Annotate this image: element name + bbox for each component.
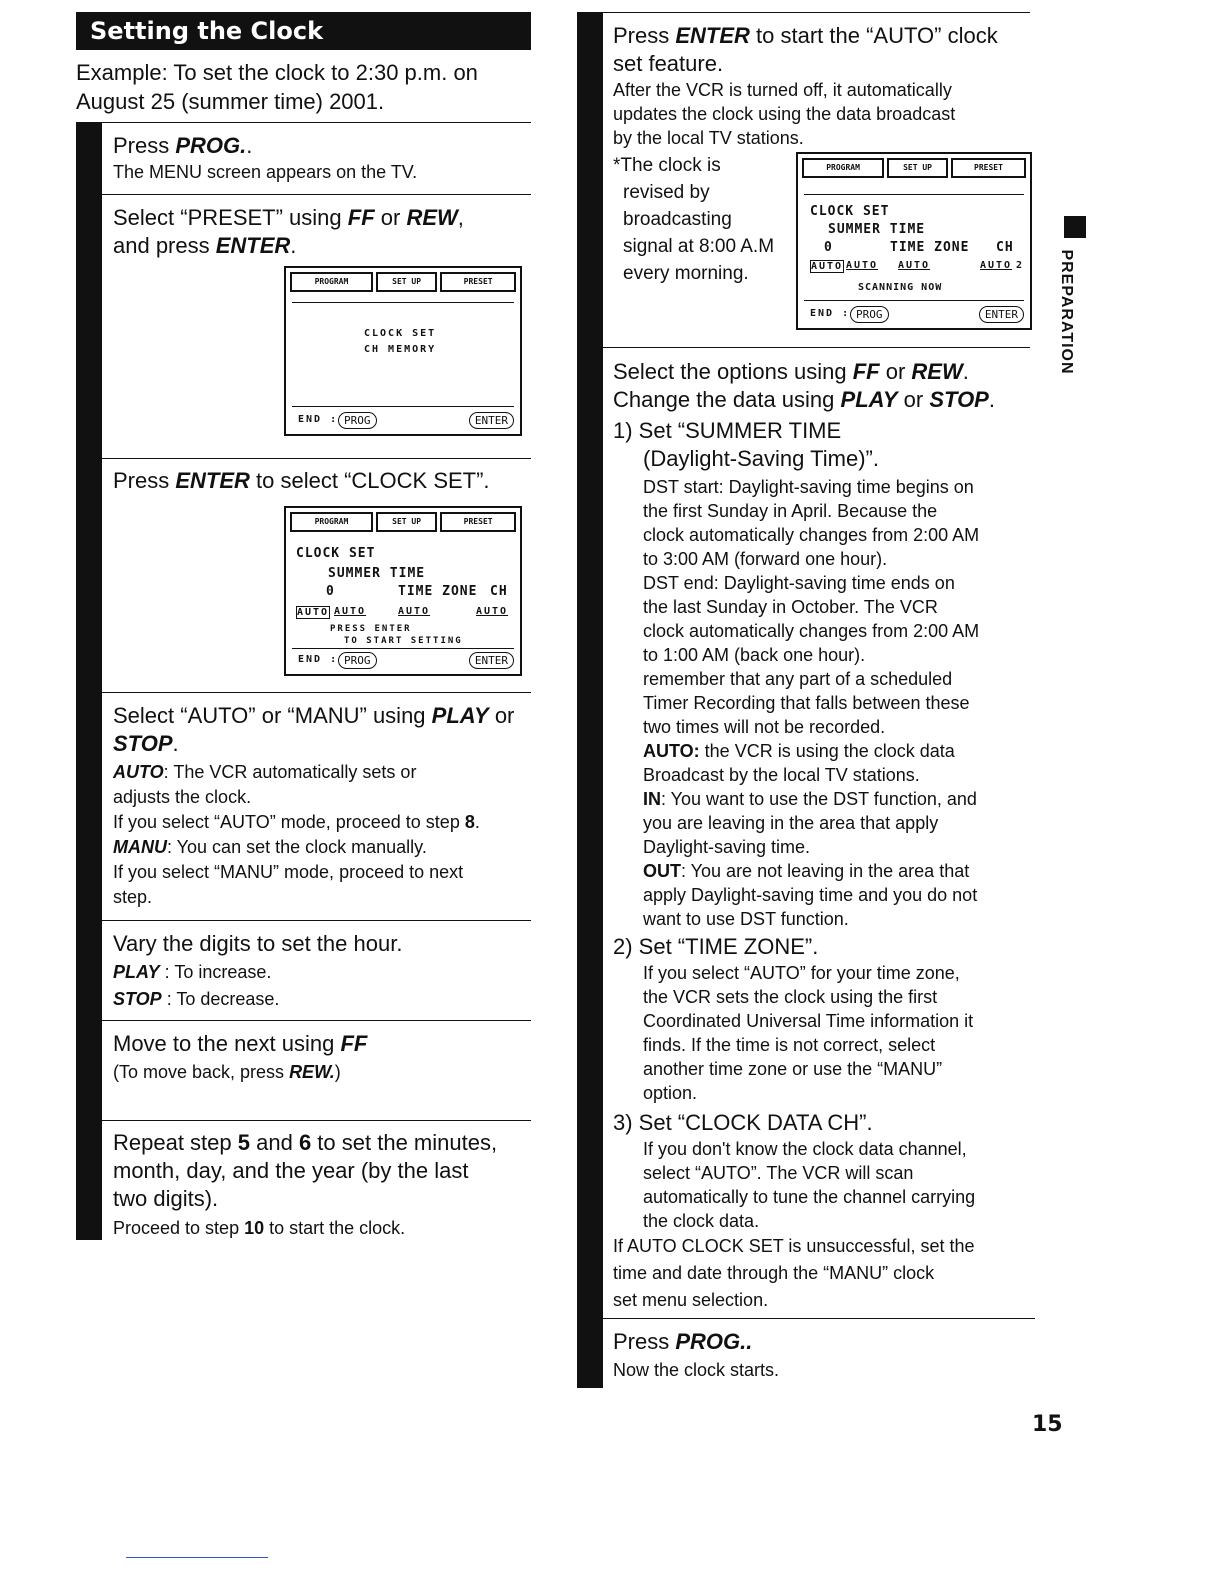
divider (102, 1020, 531, 1021)
auto-label: AUTO (980, 260, 1013, 271)
divider (102, 458, 531, 459)
enter-button-icon: ENTER (469, 412, 514, 429)
tv-screen-scanning (796, 152, 1032, 330)
enter-button-icon: ENTER (979, 306, 1024, 323)
scanning-now: SCANNING NOW (858, 282, 943, 293)
channel-number: 2 (1016, 260, 1025, 271)
auto-label: AUTO (846, 260, 879, 271)
auto-label: AUTO (334, 606, 367, 617)
step-2: Select “PRESET” using FF or REW, and press ENTER. (113, 205, 464, 258)
step-3: Press ENTER to select “CLOCK SET”. (113, 468, 490, 493)
divider (102, 194, 531, 195)
prog-button-icon: PROG (338, 652, 377, 669)
menu-clock-set: CLOCK SET (364, 328, 437, 339)
menu-ch: CH (490, 584, 508, 599)
divider (102, 920, 531, 921)
divider (603, 347, 1030, 348)
divider (102, 1120, 531, 1121)
auto-label: AUTO (898, 260, 931, 271)
menu-zero: 0 (326, 584, 335, 599)
example-text: Example: To set the clock to 2:30 p.m. on August 25 (summer time) 2001. (76, 60, 478, 114)
page-number: 15 (1032, 1412, 1063, 1437)
step-9: Select the options using FF or REW. Change the data using PLAY or STOP. 1) Set “SUMMER TIME (Daylight-Saving Time)”. DST start: Daylight-saving time begins on the first Sunday in April. Because the clock automatically changes from 2:00 AM to 3:00 AM (forward one hour). DST end: Daylight-saving time ends on the last Sunday in October. The VCR clock automatically changes from 2:00 AM to 1:00 AM (back one hour). remember that any part of a scheduled Timer Recording that falls between these two times will not be recorded. AUTO: the VCR is using the clock data Broadcast by the local TV stations. IN: You want to use the DST function, and you are leaving in the area that apply Daylight-saving time. OUT: You are not leaving in the area that apply Daylight-saving time and you do not want to use DST function. 2) Set “TIME ZONE”. If you select “AUTO” for your time zone, the VCR sets the clock using the first Coordinated Universal Time information it finds. If the time is not correct, select another time zone or use the “MANU” option. 3) Set “CLOCK DATA CH”. If you don't know the clock data channel, select “AUTO”. The VCR will scan automatically to tune the channel carrying the clock data. If AUTO CLOCK SET is unsuccessful, set the time and date through the “MANU” clock set menu selection. (613, 359, 995, 1310)
menu-time-zone: TIME ZONE (398, 584, 478, 599)
auto-label: AUTO (476, 606, 509, 617)
menu-summer-time: SUMMER TIME (828, 222, 926, 237)
step-bar-right (577, 12, 603, 1388)
step-8: Press ENTER to start the “AUTO” clock set feature. After the VCR is turned off, it automatically updates the clock using the data broadcast by the local TV stations. (613, 23, 998, 148)
to-start-setting: TO START SETTING (344, 636, 463, 646)
menu-clock-set: CLOCK SET (296, 546, 376, 561)
footer-line (126, 1557, 268, 1558)
screen-tab-preset: PRESET (440, 272, 516, 292)
section-label: PREPARATION (1058, 249, 1075, 375)
menu-summer-time: SUMMER TIME (328, 566, 426, 581)
divider (603, 1318, 1035, 1319)
screen-tab-program: PROGRAM (802, 158, 884, 178)
screen-tab-setup: SET UP (376, 272, 437, 292)
clock-note: *The clock is revised by broadcasting signal at 8:00 A.M every morning. (613, 155, 775, 284)
end-label: END : (298, 414, 339, 425)
enter-button-icon: ENTER (469, 652, 514, 669)
auto-label: AUTO (398, 606, 431, 617)
divider (76, 122, 531, 123)
step-4: Select “AUTO” or “MANU” using PLAY or STOP. AUTO: The VCR automatically sets or adjusts the clock. If you select “AUTO” mode, proceed to step 8. MANU: You can set the clock manually. If you select “MANU” mode, proceed to next step. (113, 703, 515, 907)
page-title: Setting the Clock (76, 12, 531, 50)
auto-box: AUTO (811, 261, 844, 272)
end-label: END : (298, 654, 339, 665)
divider (577, 12, 1030, 13)
menu-ch-memory: CH MEMORY (364, 344, 437, 355)
press-enter: PRESS ENTER (330, 624, 412, 634)
prog-button-icon: PROG (850, 306, 889, 323)
screen-tab-setup: SET UP (887, 158, 948, 178)
screen-tab-program: PROGRAM (290, 512, 373, 532)
menu-zero: 0 (824, 240, 833, 255)
step-1: Press PROG.. The MENU screen appears on the TV. (113, 133, 418, 182)
tv-screen-clock-set (284, 506, 522, 676)
section-tab-marker (1064, 216, 1086, 238)
auto-box: AUTO (297, 607, 330, 618)
screen-tab-preset: PRESET (440, 512, 516, 532)
menu-ch: CH (996, 240, 1014, 255)
step-bar-left (76, 122, 102, 1240)
end-label: END : (810, 308, 851, 319)
screen-tab-setup: SET UP (376, 512, 437, 532)
screen-tab-preset: PRESET (951, 158, 1026, 178)
tv-screen-preset (284, 266, 522, 436)
divider (102, 692, 531, 693)
menu-clock-set: CLOCK SET (810, 204, 890, 219)
step-6: Move to the next using FF (To move back, press REW.) (113, 1031, 368, 1082)
prog-button-icon: PROG (338, 412, 377, 429)
menu-time-zone: TIME ZONE (890, 240, 970, 255)
screen-tab-program: PROGRAM (290, 272, 373, 292)
step-7: Repeat step 5 and 6 to set the minutes, month, day, and the year (by the last two digits). Proceed to step 10 to start the clock. (113, 1130, 498, 1238)
step-10: Press PROG.. Now the clock starts. (613, 1329, 780, 1380)
step-5: Vary the digits to set the hour. PLAY : To increase. STOP : To decrease. (113, 931, 403, 1009)
